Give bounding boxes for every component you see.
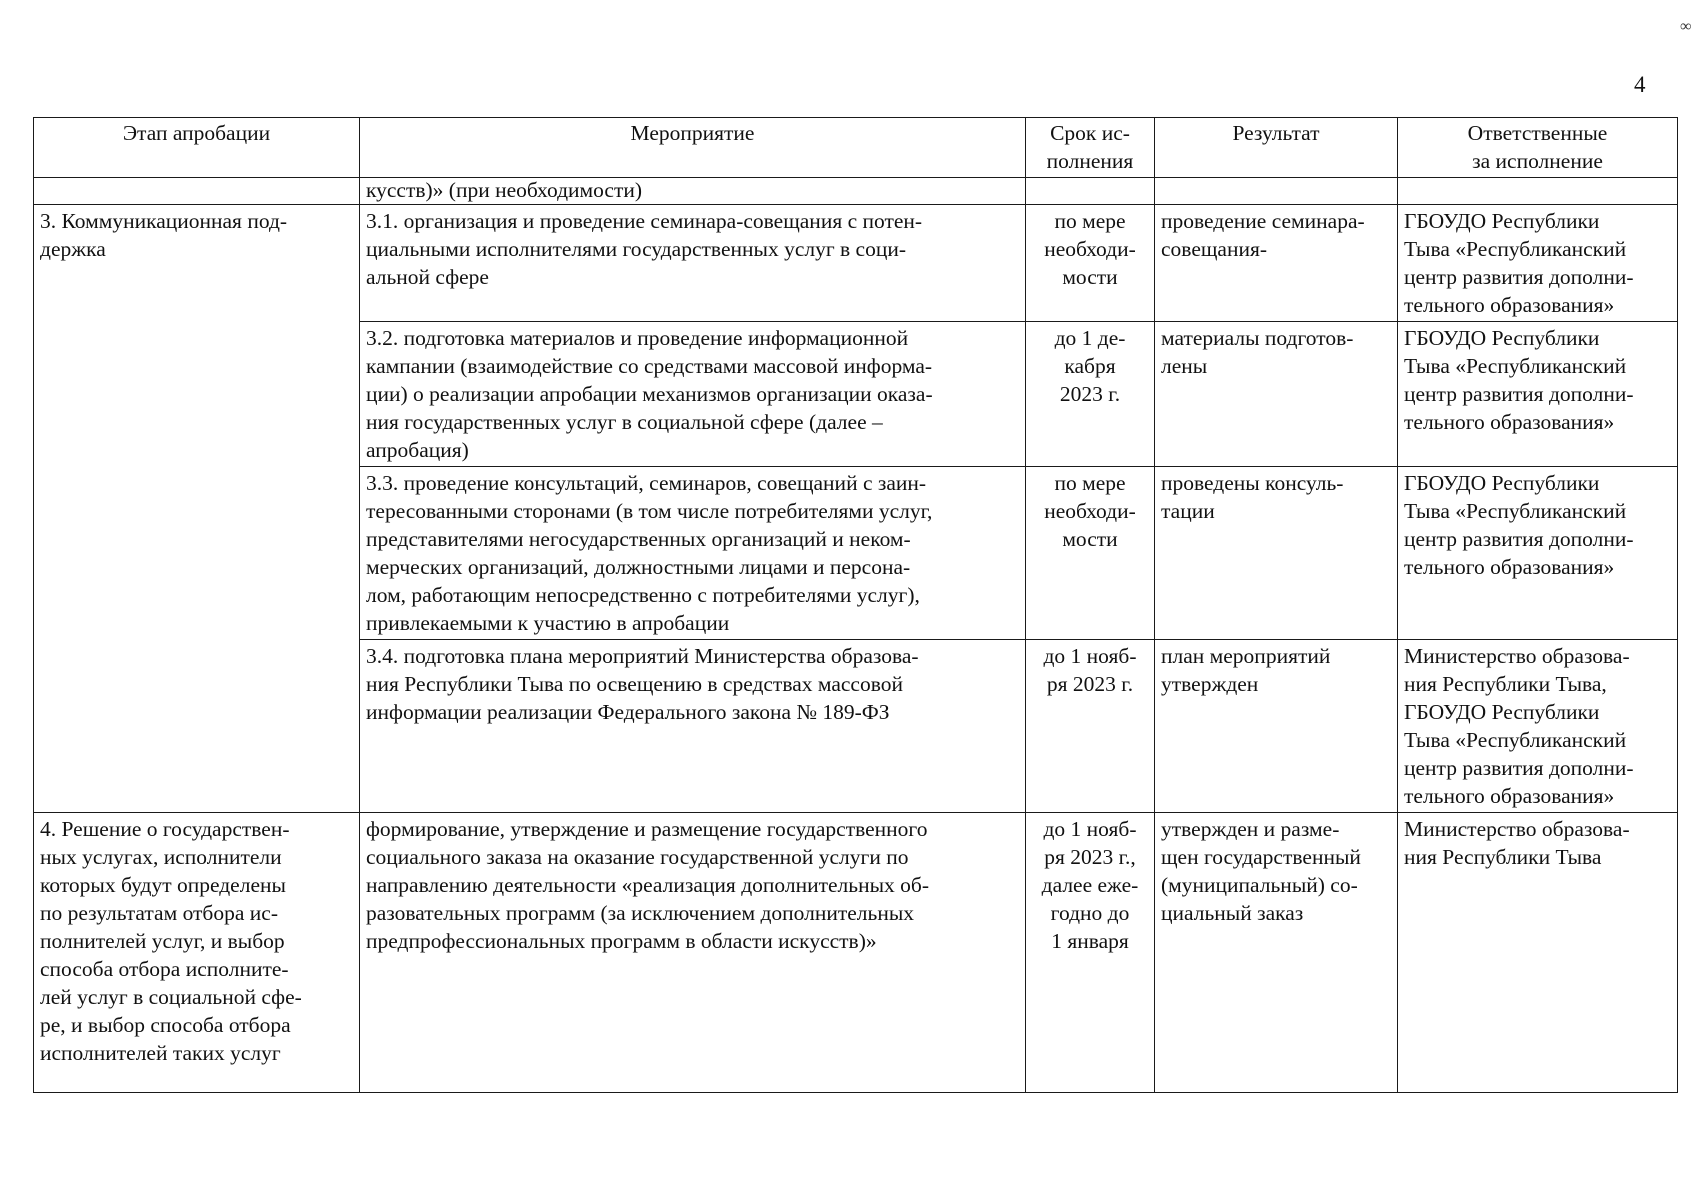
- table-header-row: [34, 118, 1678, 178]
- deadline-cell: до 1 нояб- ря 2023 г., далее еже- годно до 1 января: [1026, 813, 1155, 1093]
- responsible-cell: ГБОУДО Республики Тыва «Республиканский центр развития дополни- тельного образования»: [1398, 322, 1678, 467]
- table-row: [34, 205, 1678, 322]
- header-event: Мероприятие: [360, 118, 1026, 178]
- deadline-cell: до 1 нояб- ря 2023 г.: [1026, 640, 1155, 813]
- header-responsible: Ответственные за исполнение: [1398, 118, 1678, 178]
- responsible-cell: Министерство образова- ния Республики Тыва, ГБОУДО Республики Тыва «Республиканский центр развития дополни- тельного образования»: [1398, 640, 1678, 813]
- header-deadline: Срок ис- полнения: [1026, 118, 1155, 178]
- deadline-cell: по мере необходи- мости: [1026, 205, 1155, 322]
- deadline-cell: до 1 де- кабря 2023 г.: [1026, 322, 1155, 467]
- corner-scan-mark: ∞: [1680, 18, 1692, 35]
- event-cell: 3.1. организация и проведение семинара-совещания с потен- циальными исполнителями государственных услуг в соци- альной сфере: [360, 205, 1026, 322]
- result-cell: материалы подготов- лены: [1155, 322, 1398, 467]
- event-cell: кусств)» (при необходимости): [360, 178, 1026, 205]
- result-cell: утвержден и разме- щен государственный (муниципальный) со- циальный заказ: [1155, 813, 1398, 1093]
- result-cell: проведены консуль- тации: [1155, 467, 1398, 640]
- result-cell: план мероприятий утвержден: [1155, 640, 1398, 813]
- result-cell: проведение семинара- совещания-: [1155, 205, 1398, 322]
- page-number: 4: [1634, 72, 1646, 97]
- deadline-cell: по мере необходи- мости: [1026, 467, 1155, 640]
- stage-cell: [34, 178, 360, 205]
- event-cell: 3.2. подготовка материалов и проведение информационной кампании (взаимодействие со средствами массовой информа- ции) о реализации апробации механизмов организации оказа- ния государственных услуг в социальной сфере (далее – апробация): [360, 322, 1026, 467]
- table-row: [34, 813, 1678, 1093]
- event-cell: 3.3. проведение консультаций, семинаров, совещаний с заин- тересованными сторонами (в том числе потребителями услуг, представителями негосударственных организаций и неком- мерческих организаций, должностными лицами и персона- лом, работающим непосредственно с потребителями услуг), привлекаемыми к участию в апробации: [360, 467, 1026, 640]
- header-result: Результат: [1155, 118, 1398, 178]
- responsible-cell: ГБОУДО Республики Тыва «Республиканский центр развития дополни- тельного образования»: [1398, 205, 1678, 322]
- responsible-cell: ГБОУДО Республики Тыва «Республиканский центр развития дополни- тельного образования»: [1398, 467, 1678, 640]
- event-cell: формирование, утверждение и размещение государственного социального заказа на оказание государственной услуги по направлению деятельности «реализация дополнительных об- разовательных программ (за исключением дополнительных предпрофессиональных программ в области искусств)»: [360, 813, 1026, 1093]
- stage-cell: 4. Решение о государствен- ных услугах, исполнители которых будут определены по результатам отбора ис- полнителей услуг, и выбор способа отбора исполните- лей услуг в социальной сфе- ре, и выбор способа отбора исполнителей таких услуг: [34, 813, 360, 1093]
- stage-cell: 3. Коммуникационная под- держка: [34, 205, 360, 813]
- responsible-cell: Министерство образова- ния Республики Тыва: [1398, 813, 1678, 1093]
- responsible-cell: [1398, 178, 1678, 205]
- deadline-cell: [1026, 178, 1155, 205]
- event-cell: 3.4. подготовка плана мероприятий Министерства образова- ния Республики Тыва по освещению в средствах массовой информации реализации Федерального закона № 189-ФЗ: [360, 640, 1026, 813]
- result-cell: [1155, 178, 1398, 205]
- table-row-continuation: [34, 178, 1678, 205]
- header-stage: Этап апробации: [34, 118, 360, 178]
- approbation-plan-table: [33, 117, 1678, 1093]
